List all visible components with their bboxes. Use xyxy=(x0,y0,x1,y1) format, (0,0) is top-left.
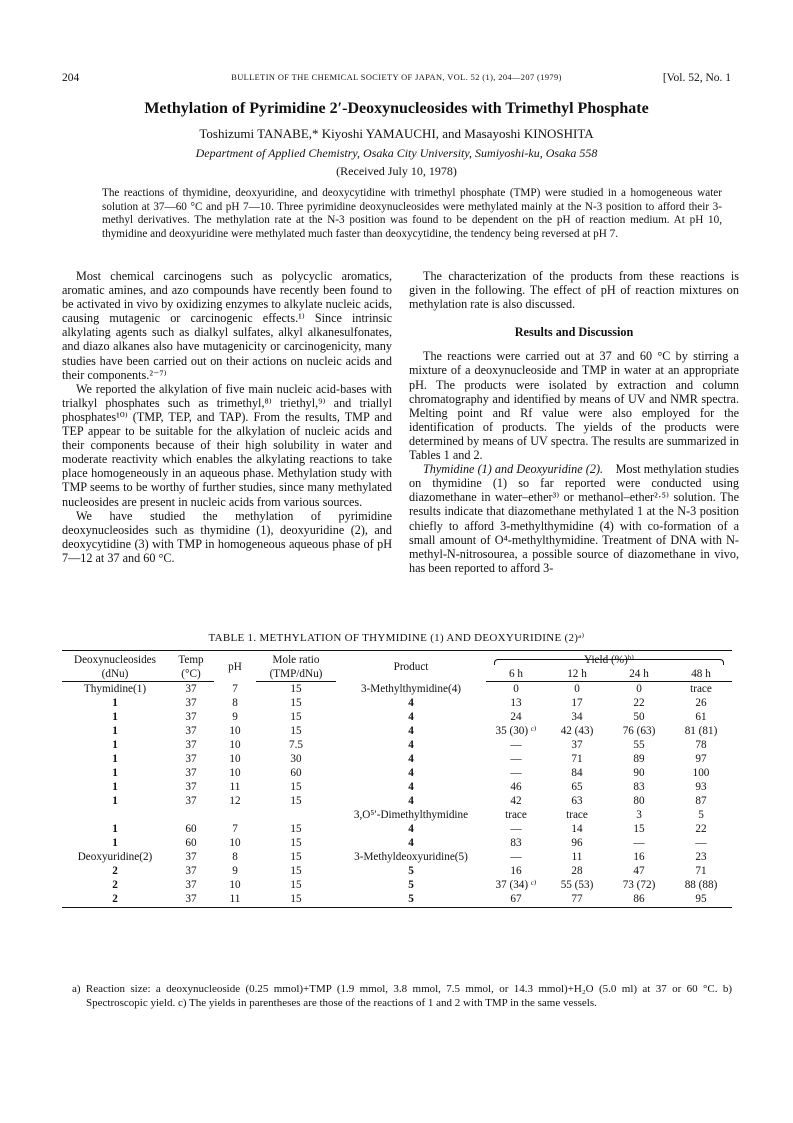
table-row xyxy=(62,710,732,724)
cell-yield-6h: trace xyxy=(505,809,527,821)
cell-yield-12h: 42 (43) xyxy=(560,725,594,737)
cell-ph: 8 xyxy=(232,697,238,709)
cell-yield-12h: 77 xyxy=(546,892,608,908)
table-row xyxy=(62,864,732,878)
cell-yield-48h: 88 (88) xyxy=(684,879,718,891)
volume-label: [Vol. 52, No. 1 xyxy=(662,72,731,84)
cell-temp: 60 xyxy=(185,837,197,849)
cell-product: 4 xyxy=(408,823,414,835)
cell-yield-48h: 81 (81) xyxy=(684,725,718,737)
cell-product: 4 xyxy=(408,697,414,709)
header-temp-sub: (°C) xyxy=(168,667,214,682)
cell-dnu: 1 xyxy=(112,725,118,737)
right-column xyxy=(409,269,739,575)
cell-ph: 10 xyxy=(229,879,241,891)
cell-yield-6h: 37 (34) ᶜ⁾ xyxy=(495,879,537,891)
cell-product: 4 xyxy=(408,795,414,807)
cell-yield-12h: 37 xyxy=(571,739,583,751)
cell-yield-48h: 97 xyxy=(695,753,707,765)
cell-yield-24h: 83 xyxy=(633,781,645,793)
cell-yield-12h: 96 xyxy=(571,837,583,849)
cell-yield-6h: — xyxy=(510,739,522,751)
cell-product: 5 xyxy=(336,892,486,908)
data-table xyxy=(62,650,732,908)
cell-temp: 37 xyxy=(185,753,197,765)
body-paragraph: The reactions were carried out at 37 and 60 °C by stirring a mixture of a deoxynucleoside and TMP in water at an appropriate pH. The products were isolated by extraction and column chromatography and identified by means of UV and NMR spectra. Melting point and Rf value were also employed for the identification of products. The yields of the products were determined by means of UV spectra. The results are summarized in Tables 1 and 2. xyxy=(409,349,739,463)
cell-product: 4 xyxy=(408,739,414,751)
header-time-48h: 48 h xyxy=(670,667,732,682)
cell-yield-12h: 63 xyxy=(571,795,583,807)
cell-yield-6h: 13 xyxy=(510,697,522,709)
cell-ratio: 15 xyxy=(290,725,302,737)
cell-product: 5 xyxy=(408,865,414,877)
cell-ratio: 15 xyxy=(290,851,302,863)
cell-yield-48h: 100 xyxy=(692,767,710,779)
cell-dnu: Deoxyuridine(2) xyxy=(77,851,153,863)
table-row xyxy=(62,794,732,808)
cell-yield-12h: 55 (53) xyxy=(560,879,594,891)
cell-ratio: 30 xyxy=(290,753,302,765)
header-temp: Temp xyxy=(178,654,204,666)
table-caption: TABLE 1. METHYLATION OF THYMIDINE (1) AND DEOXYURIDINE (2)ᵃ⁾ xyxy=(208,632,585,644)
journal-name: BULLETIN OF THE CHEMICAL SOCIETY OF JAPAN, VOL. 52 (1), 204—207 (1979) xyxy=(231,73,562,82)
cell-ph xyxy=(214,808,256,822)
cell-product: 4 xyxy=(408,767,414,779)
cell-dnu: 1 xyxy=(112,837,118,849)
cell-dnu xyxy=(62,808,168,822)
table-row xyxy=(62,682,732,697)
cell-ph: 12 xyxy=(229,795,241,807)
cell-temp: 37 xyxy=(185,795,197,807)
cell-ratio: 7.5 xyxy=(289,739,303,751)
body-paragraph xyxy=(409,462,739,575)
cell-temp: 37 xyxy=(185,697,197,709)
article-authors: Toshizumi TANABE,* Kiyoshi YAMAUCHI, and Masayoshi KINOSHITA xyxy=(199,126,594,141)
cell-yield-24h: 16 xyxy=(633,851,645,863)
cell-temp: 37 xyxy=(185,781,197,793)
cell-yield-12h: 0 xyxy=(574,683,580,695)
cell-product: 3-Methyldeoxyuridine(5) xyxy=(354,851,468,863)
table-row xyxy=(62,808,732,822)
cell-yield-6h: 35 (30) ᶜ⁾ xyxy=(495,725,537,737)
cell-yield-48h: 93 xyxy=(695,781,707,793)
cell-yield-24h: 80 xyxy=(633,795,645,807)
cell-dnu: 1 xyxy=(112,795,118,807)
table-row xyxy=(62,780,732,794)
cell-yield-24h: 90 xyxy=(633,767,645,779)
cell-ratio: 15 xyxy=(290,879,302,891)
cell-yield-24h: 47 xyxy=(633,865,645,877)
cell-yield-24h: 89 xyxy=(633,753,645,765)
cell-temp: 37 xyxy=(185,851,197,863)
cell-yield-6h: 67 xyxy=(486,892,546,908)
cell-yield-48h: trace xyxy=(690,683,712,695)
table-row xyxy=(62,696,732,710)
cell-dnu: 1 xyxy=(112,781,118,793)
cell-ratio: 15 xyxy=(256,892,336,908)
cell-temp xyxy=(168,808,214,822)
header-ph: pH xyxy=(228,661,242,674)
cell-yield-24h: — xyxy=(633,837,645,849)
cell-yield-12h: 11 xyxy=(571,851,583,863)
cell-temp: 60 xyxy=(185,823,197,835)
cell-yield-12h: 28 xyxy=(571,865,583,877)
cell-yield-6h: 16 xyxy=(510,865,522,877)
cell-yield-48h: 87 xyxy=(695,795,707,807)
cell-product: 3,O⁵′-Dimethylthymidine xyxy=(353,809,469,821)
table-row xyxy=(62,850,732,864)
cell-temp: 37 xyxy=(185,711,197,723)
cell-yield-48h: 22 xyxy=(695,823,707,835)
cell-product: 3-Methylthymidine(4) xyxy=(360,682,462,695)
cell-yield-6h: 42 xyxy=(510,795,522,807)
body-paragraph: The characterization of the products from these reactions is given in the following. The effect of pH of reaction mixtures on methylation rate is also discussed. xyxy=(409,269,739,312)
cell-ph: 10 xyxy=(229,725,241,737)
cell-temp: 37 xyxy=(185,725,197,737)
cell-ratio: 15 xyxy=(290,711,302,723)
table-row xyxy=(62,878,732,892)
abstract: The reactions of thymidine, deoxyuridine, and deoxycytidine with trimethyl phosphate (TMP) were studied in a homogeneous water solution at 37—60 °C and pH 7—10. Three pyrimidine deoxynucleosides were methylated mainly at the N-3 position to afford their 3-methyl derivatives. The methylation rate at the N-3 position was found to be dependent on the pH of reaction medium. At pH 10, thymidine and deoxyuridine were methylated much faster than deoxycytidine, the tendency being reversed at pH 7. xyxy=(102,187,722,240)
cell-yield-24h: 15 xyxy=(633,823,645,835)
cell-ratio: 15 xyxy=(290,781,302,793)
received-date: (Received July 10, 1978) xyxy=(336,164,457,178)
table-1 xyxy=(62,650,732,908)
header-product: Product xyxy=(393,661,429,674)
cell-ph: 9 xyxy=(232,865,238,877)
cell-temp: 37 xyxy=(185,739,197,751)
table-body xyxy=(62,682,732,908)
table-row xyxy=(62,892,732,908)
cell-ratio: 60 xyxy=(290,767,302,779)
header-time-24h: 24 h xyxy=(608,667,670,682)
cell-dnu: Thymidine(1) xyxy=(83,683,147,695)
cell-ratio: 15 xyxy=(290,683,302,695)
cell-yield-48h: 95 xyxy=(670,892,732,908)
table-row xyxy=(62,738,732,752)
cell-ph: 10 xyxy=(229,767,241,779)
cell-yield-48h: 5 xyxy=(698,809,704,821)
cell-yield-12h: 14 xyxy=(571,823,583,835)
cell-yield-48h: — xyxy=(695,837,707,849)
body-paragraph: We have studied the methylation of pyrimidine deoxynucleosides such as thymidine (1), deoxyuridine (2), and deoxycytidine (3) with TMP in homogeneous aqueous phase of pH 7—12 at 37 and 60 °C. xyxy=(62,508,392,565)
table-row xyxy=(62,766,732,780)
cell-dnu: 1 xyxy=(112,739,118,751)
cell-yield-6h: — xyxy=(510,767,522,779)
cell-yield-6h: 46 xyxy=(510,781,522,793)
table-row xyxy=(62,822,732,836)
table-row xyxy=(62,836,732,850)
cell-ratio xyxy=(256,808,336,822)
cell-yield-24h: 22 xyxy=(633,697,645,709)
cell-ratio: 15 xyxy=(290,865,302,877)
cell-yield-48h: 26 xyxy=(695,697,707,709)
cell-dnu: 1 xyxy=(112,767,118,779)
subsection-lead: Thymidine (1) and Deoxyuridine (2). xyxy=(423,462,604,477)
cell-dnu: 2 xyxy=(62,892,168,908)
header-ratio: Mole ratio xyxy=(272,654,320,666)
cell-ph: 9 xyxy=(232,711,238,723)
cell-yield-12h: 34 xyxy=(571,711,583,723)
cell-yield-48h: 71 xyxy=(695,865,707,877)
header-ratio-sub: (TMP/dNu) xyxy=(256,667,336,682)
cell-yield-24h: 86 xyxy=(608,892,670,908)
cell-yield-24h: 76 (63) xyxy=(622,725,656,737)
cell-temp: 37 xyxy=(168,892,214,908)
author-affiliation: Department of Applied Chemistry, Osaka City University, Sumiyoshi-ku, Osaka 558 xyxy=(195,146,598,160)
header-yield: Yield (%)ᵇ⁾ xyxy=(583,654,634,666)
cell-yield-48h: 23 xyxy=(695,851,707,863)
header-time-12h: 12 h xyxy=(546,667,608,682)
cell-yield-48h: 78 xyxy=(695,739,707,751)
cell-temp: 37 xyxy=(185,767,197,779)
section-heading: Results and Discussion xyxy=(514,325,634,340)
cell-ph: 11 xyxy=(214,892,256,908)
cell-ph: 10 xyxy=(229,753,241,765)
header-time-6h: 6 h xyxy=(486,667,546,682)
yield-brace xyxy=(494,659,724,665)
cell-ph: 7 xyxy=(232,823,238,835)
cell-product: 4 xyxy=(408,725,414,737)
header-yield-group xyxy=(486,651,732,668)
cell-ph: 10 xyxy=(229,739,241,751)
cell-ratio: 15 xyxy=(290,697,302,709)
cell-temp: 37 xyxy=(185,865,197,877)
cell-dnu: 1 xyxy=(112,823,118,835)
cell-yield-24h: 0 xyxy=(636,683,642,695)
cell-ph: 10 xyxy=(229,837,241,849)
cell-ph: 7 xyxy=(232,682,238,695)
cell-product: 4 xyxy=(408,753,414,765)
header-dnu: Deoxynucleosides xyxy=(73,654,157,666)
cell-dnu: 1 xyxy=(112,697,118,709)
cell-dnu: 2 xyxy=(112,879,118,891)
cell-yield-24h: 50 xyxy=(633,711,645,723)
cell-yield-12h: 17 xyxy=(571,697,583,709)
cell-yield-12h: 65 xyxy=(571,781,583,793)
cell-yield-6h: — xyxy=(510,851,522,863)
cell-yield-12h: 71 xyxy=(571,753,583,765)
cell-yield-24h: 55 xyxy=(633,739,645,751)
cell-dnu: 1 xyxy=(112,711,118,723)
page-number: 204 xyxy=(62,72,80,84)
cell-yield-24h: 73 (72) xyxy=(622,879,656,891)
table-row xyxy=(62,752,732,766)
running-head xyxy=(62,72,731,86)
header-dnu-sub: (dNu) xyxy=(62,667,168,682)
body-paragraph: Most chemical carcinogens such as polycyclic aromatics, aromatic amines, and azo compounds have recently been found to be activated in vivo by oxidizing enzymes to alkylate nucleic acids, causing mutagenic or carcinogenic effects.¹⁾ Since intrinsic alkylating agents such as dialkyl sulfates, alkyl alkanesulfonates, and diazo alkanes also have mutagenicity or carcinogenicity, many studies have been carried out on their actions on nucleic acids and their components.²⁻⁷⁾ xyxy=(62,269,392,382)
body-paragraph: We reported the alkylation of five main nucleic acid-bases with trialkyl phosphates such as trimethyl,⁸⁾ triethyl,⁹⁾ and triallyl phosphates¹⁰⁾ (TMP, TEP, and TAP). From the results, TMP and TEP appear to be suitable for the alkylation of nucleic acids and their components because of their high solubility in water and moderate reactivity which enables the alkylating reactions to take place homogeneously in an aqueous phase. Methylation study with TMP seems to be worthy of further studies, since many methylated nucleosides are present in nucleic acids from various sources. xyxy=(62,381,392,509)
cell-product: 4 xyxy=(408,781,414,793)
left-column xyxy=(62,269,392,565)
table-row xyxy=(62,724,732,738)
cell-yield-48h: 61 xyxy=(695,711,707,723)
cell-dnu: 2 xyxy=(112,865,118,877)
cell-yield-6h: 0 xyxy=(513,683,519,695)
cell-ph: 11 xyxy=(229,781,241,793)
subsection-text: Most methylation studies on thymidine (1) so far reported were conducted using diazomethane in water–ether³⁾ or methanol–ether²·⁵⁾ solution. The results indicate that diazomethane methylated 1 at the N-3 position chiefly to afford 3-methylthymidine (4) with co-formation of a small amount of O⁴-methylthymidine. Treatment of DNA with N-methyl-N-nitrosourea, a possible source of diazomethane in vivo, has been reported to afford 3- xyxy=(409,462,739,575)
cell-ratio: 15 xyxy=(290,795,302,807)
cell-product: 4 xyxy=(408,837,414,849)
cell-temp: 37 xyxy=(185,683,197,695)
table-footnotes: a) Reaction size: a deoxynucleoside (0.25 mmol)+TMP (1.9 mmol, 3.8 mmol, 7.5 mmol, or 14.3 mmol)+H₂O (5.0 ml) at 37 or 60 °C. b) Spectroscopic yield. c) The yields in parentheses are those of the reactions of 1 and 2 with TMP in the same vessels. xyxy=(72,983,732,1009)
cell-yield-6h: 83 xyxy=(510,837,522,849)
cell-ratio: 15 xyxy=(290,837,302,849)
cell-yield-6h: — xyxy=(510,753,522,765)
cell-dnu: 1 xyxy=(112,753,118,765)
cell-yield-6h: 24 xyxy=(510,711,522,723)
cell-temp: 37 xyxy=(185,879,197,891)
cell-yield-12h: 84 xyxy=(571,767,583,779)
cell-product: 4 xyxy=(408,711,414,723)
cell-product: 5 xyxy=(408,879,414,891)
cell-ph: 8 xyxy=(232,851,238,863)
cell-ratio: 15 xyxy=(290,823,302,835)
cell-yield-24h: 3 xyxy=(636,809,642,821)
cell-yield-6h: — xyxy=(510,823,522,835)
cell-yield-12h: trace xyxy=(566,809,588,821)
article-title: Methylation of Pyrimidine 2′-Deoxynucleosides with Trimethyl Phosphate xyxy=(144,100,649,117)
